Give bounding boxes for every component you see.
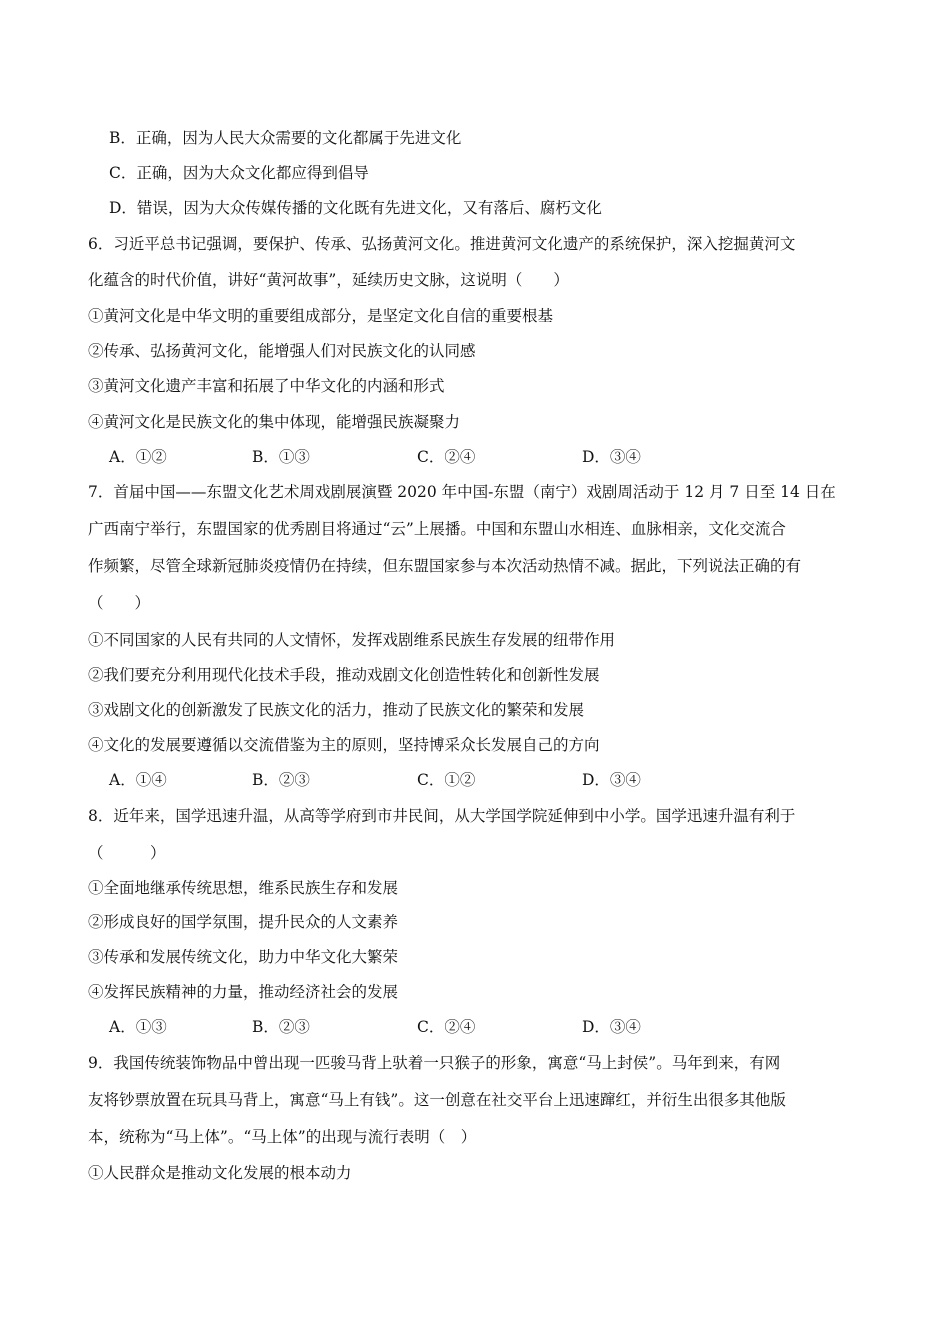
q6-option-d: D．③④ — [582, 448, 641, 466]
q8-statement-1: ①全面地继承传统思想，维系民族生存和发展 — [88, 879, 399, 897]
q8-statement-2: ②形成良好的国学氛围，提升民众的人文素养 — [88, 913, 399, 931]
q9-stem-line1: 9．我国传统装饰物品中曾出现一匹骏马背上驮着一只猴子的形象，寓意“马上封侯”。马年到来，有网 — [88, 1054, 781, 1072]
q6-statement-2: ②传承、弘扬黄河文化，能增强人们对民族文化的认同感 — [88, 342, 476, 360]
q7-option-b: B．②③ — [252, 771, 310, 789]
q5-option-b: B．正确，因为人民大众需要的文化都属于先进文化 — [109, 129, 462, 147]
q7-stem-line3: 作频繁，尽管全球新冠肺炎疫情仍在持续，但东盟国家参与本次活动热情不减。据此，下列说法正确的有 — [88, 557, 802, 575]
q9-stem-line2: 友将钞票放置在玩具马背上，寓意“马上有钱”。这一创意在社交平台上迅速蹿红，并衍生出很多其他版 — [88, 1091, 786, 1109]
q8-statement-4: ④发挥民族精神的力量，推动经济社会的发展 — [88, 983, 399, 1001]
q7-option-a: A．①④ — [109, 771, 167, 789]
q7-statement-4: ④文化的发展要遵循以交流借鉴为主的原则，坚持博采众长发展自己的方向 — [88, 736, 600, 754]
q6-stem-line2: 化蕴含的时代价值，讲好“黄河故事”，延续历史文脉，这说明（ ） — [88, 271, 569, 289]
q6-statement-1: ①黄河文化是中华文明的重要组成部分，是坚定文化自信的重要根基 — [88, 307, 554, 325]
q7-stem-line2: 广西南宁举行，东盟国家的优秀剧目将通过“云”上展播。中国和东盟山水相连、血脉相亲，文化交流合 — [88, 520, 786, 538]
q7-stem-line1: 7．首届中国——东盟文化艺术周戏剧展演暨 2020 年中国-东盟（南宁）戏剧周活动于 12 月 7 日至 14 日在 — [88, 483, 836, 501]
q8-option-c: C．②④ — [417, 1018, 476, 1036]
q8-option-d: D．③④ — [582, 1018, 641, 1036]
q6-option-a: A．①② — [109, 448, 167, 466]
q8-option-b: B．②③ — [252, 1018, 310, 1036]
q7-option-c: C．①② — [417, 771, 476, 789]
q6-stem-line1: 6．习近平总书记强调，要保护、传承、弘扬黄河文化。推进黄河文化遗产的系统保护，深入挖掘黄河文 — [88, 235, 796, 253]
q6-statement-3: ③黄河文化遗产丰富和拓展了中华文化的内涵和形式 — [88, 377, 445, 395]
q6-option-b: B．①③ — [252, 448, 310, 466]
q6-statement-4: ④黄河文化是民族文化的集中体现，能增强民族凝聚力 — [88, 413, 461, 431]
q9-stem-line3: 本，统称为“马上体”。“马上体”的出现与流行表明（ ） — [88, 1128, 477, 1146]
q8-statement-3: ③传承和发展传统文化，助力中华文化大繁荣 — [88, 948, 399, 966]
q7-option-d: D．③④ — [582, 771, 641, 789]
q7-statement-1: ①不同国家的人民有共同的人文情怀，发挥戏剧维系民族生存发展的纽带作用 — [88, 631, 616, 649]
q5-option-d: D．错误，因为大众传媒传播的文化既有先进文化，又有落后、腐朽文化 — [109, 199, 602, 217]
q9-statement-1: ①人民群众是推动文化发展的根本动力 — [88, 1164, 352, 1182]
q6-option-c: C．②④ — [417, 448, 476, 466]
q7-statement-3: ③戏剧文化的创新激发了民族文化的活力，推动了民族文化的繁荣和发展 — [88, 701, 585, 719]
q8-stem-line1: 8．近年来，国学迅速升温，从高等学府到市井民间，从大学国学院延伸到中小学。国学迅速升温有利于 — [88, 807, 796, 825]
q8-option-a: A．①③ — [109, 1018, 167, 1036]
q7-stem-line4: （ ） — [88, 594, 151, 612]
q8-stem-line2: （ ） — [88, 844, 166, 862]
q5-option-c: C．正确，因为大众文化都应得到倡导 — [109, 164, 369, 182]
q7-statement-2: ②我们要充分利用现代化技术手段，推动戏剧文化创造性转化和创新性发展 — [88, 666, 600, 684]
